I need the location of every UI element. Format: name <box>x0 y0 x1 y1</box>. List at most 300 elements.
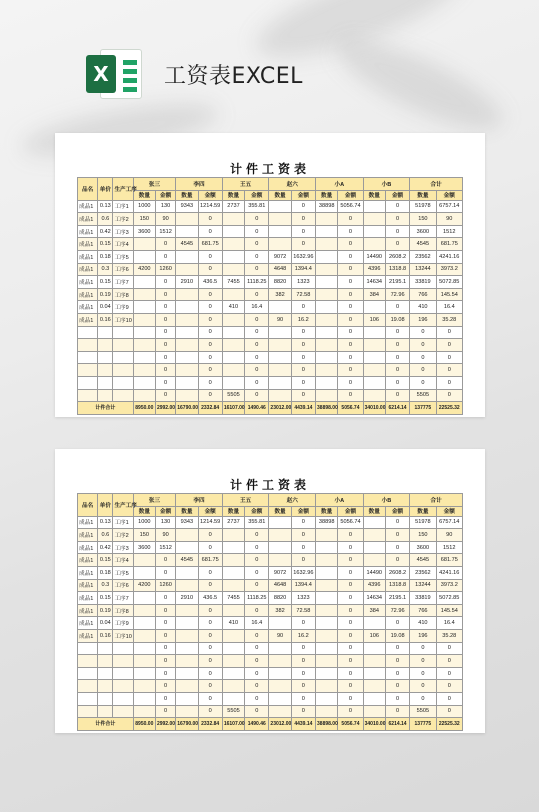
cell-value: 5056.74 <box>338 516 363 529</box>
cell-product <box>78 680 98 693</box>
cell-value: 0 <box>338 376 363 389</box>
cell-value <box>316 680 338 693</box>
cell-value: 0 <box>291 680 315 693</box>
cell-value: 0 <box>338 617 363 630</box>
cell-value: 1323 <box>291 276 315 289</box>
cell-value <box>269 617 291 630</box>
cell-value: 0 <box>198 301 222 314</box>
cell-value <box>133 376 155 389</box>
cell-value: 0 <box>338 655 363 668</box>
cell-value <box>316 692 338 705</box>
cell-value: 0 <box>155 313 175 326</box>
cell-value: 0 <box>385 376 409 389</box>
cell-value <box>269 200 291 213</box>
cell-value: 0 <box>245 541 269 554</box>
table-row <box>78 376 463 389</box>
cell-value: 14490 <box>363 250 385 263</box>
cell-value: 2195.1 <box>385 592 409 605</box>
cell-value <box>176 655 198 668</box>
cell-product <box>78 376 98 389</box>
header-quantity: 数量 <box>222 506 244 516</box>
cell-value: 16.2 <box>291 629 315 642</box>
cell-value <box>222 238 244 251</box>
cell-value <box>316 288 338 301</box>
cell-value <box>176 705 198 718</box>
cell-value: 0 <box>155 642 175 655</box>
cell-product: 成品1 <box>78 629 98 642</box>
header-product: 品名 <box>78 494 98 517</box>
header-amount: 金额 <box>385 506 409 516</box>
table-row <box>78 579 463 592</box>
cell-product <box>78 326 98 339</box>
cell-value: 0 <box>155 238 175 251</box>
table-row <box>78 655 463 668</box>
header-amount: 金额 <box>291 506 315 516</box>
table-row <box>78 238 463 251</box>
cell-price <box>98 692 113 705</box>
cell-value: 0 <box>338 326 363 339</box>
cell-value: 681.75 <box>198 238 222 251</box>
cell-value <box>316 313 338 326</box>
cell-value: 9343 <box>176 200 198 213</box>
cell-value: 16.4 <box>245 301 269 314</box>
cell-value: 0 <box>245 250 269 263</box>
cell-value <box>133 566 155 579</box>
header-quantity: 数量 <box>269 190 291 200</box>
cell-value: 0 <box>385 364 409 377</box>
background-shadow <box>328 24 512 145</box>
cell-value: 4396 <box>363 263 385 276</box>
cell-product: 成品1 <box>78 566 98 579</box>
total-label: 计件合计 <box>78 718 134 731</box>
cell-value: 9072 <box>269 566 291 579</box>
header-quantity: 数量 <box>363 190 385 200</box>
cell-value: 51978 <box>410 200 436 213</box>
cell-value <box>316 705 338 718</box>
cell-value: 16.2 <box>291 313 315 326</box>
total-value: 5056.74 <box>338 402 363 415</box>
cell-value: 355.81 <box>245 516 269 529</box>
page-header <box>80 44 303 104</box>
cell-value <box>176 213 198 226</box>
cell-value: 0 <box>198 617 222 630</box>
cell-value: 0 <box>338 541 363 554</box>
cell-value: 0 <box>291 516 315 529</box>
cell-value: 0 <box>291 200 315 213</box>
cell-value <box>176 389 198 402</box>
cell-value: 410 <box>410 617 436 630</box>
cell-value: 0 <box>436 389 462 402</box>
cell-value: 4545 <box>176 554 198 567</box>
header-worker: 王五 <box>222 494 269 507</box>
header-quantity: 数量 <box>269 506 291 516</box>
cell-value <box>222 655 244 668</box>
cell-value <box>316 276 338 289</box>
cell-price: 0.18 <box>98 250 113 263</box>
cell-value: 1260 <box>155 263 175 276</box>
cell-product: 成品1 <box>78 238 98 251</box>
cell-value <box>269 339 291 352</box>
cell-process: 工序3 <box>113 541 133 554</box>
cell-value: 0 <box>245 667 269 680</box>
cell-value <box>222 313 244 326</box>
cell-value: 0 <box>291 213 315 226</box>
header-amount: 金额 <box>338 190 363 200</box>
cell-process: 工序1 <box>113 200 133 213</box>
cell-value: 3600 <box>133 541 155 554</box>
cell-value: 0 <box>155 276 175 289</box>
cell-process: 工序5 <box>113 250 133 263</box>
cell-value <box>269 225 291 238</box>
total-value: 38898.00 <box>316 402 338 415</box>
cell-product: 成品1 <box>78 541 98 554</box>
cell-value: 14634 <box>363 592 385 605</box>
cell-process <box>113 705 133 718</box>
cell-value <box>269 213 291 226</box>
cell-price: 0.16 <box>98 629 113 642</box>
cell-value <box>316 213 338 226</box>
cell-value <box>133 313 155 326</box>
cell-value: 0 <box>198 351 222 364</box>
cell-price <box>98 655 113 668</box>
cell-product <box>78 705 98 718</box>
total-value: 6214.14 <box>385 402 409 415</box>
cell-value <box>269 516 291 529</box>
cell-value: 410 <box>222 617 244 630</box>
header-process: 生产工序 <box>113 494 133 517</box>
cell-value: 0 <box>291 351 315 364</box>
total-value: 22525.32 <box>436 718 462 731</box>
cell-value: 0 <box>385 213 409 226</box>
cell-value: 0 <box>155 667 175 680</box>
cell-value: 1318.8 <box>385 579 409 592</box>
cell-value: 2910 <box>176 276 198 289</box>
cell-value: 681.75 <box>436 554 462 567</box>
total-value: 22525.32 <box>436 402 462 415</box>
cell-value: 410 <box>222 301 244 314</box>
cell-value <box>176 250 198 263</box>
cell-value: 0 <box>198 364 222 377</box>
cell-price: 0.04 <box>98 617 113 630</box>
table-row <box>78 351 463 364</box>
cell-process <box>113 364 133 377</box>
cell-value: 0 <box>338 364 363 377</box>
cell-value: 38898 <box>316 516 338 529</box>
cell-value <box>363 225 385 238</box>
cell-value <box>133 339 155 352</box>
cell-value: 384 <box>363 604 385 617</box>
cell-value: 0 <box>245 213 269 226</box>
cell-value: 38898 <box>316 200 338 213</box>
cell-value <box>176 364 198 377</box>
cell-value: 0 <box>198 225 222 238</box>
cell-value <box>176 529 198 542</box>
cell-value: 0 <box>436 351 462 364</box>
cell-process: 工序6 <box>113 579 133 592</box>
cell-value <box>222 213 244 226</box>
cell-value: 0 <box>385 326 409 339</box>
header-unit-price: 单价 <box>98 494 113 517</box>
cell-value: 106 <box>363 629 385 642</box>
table-row <box>78 288 463 301</box>
cell-value <box>133 554 155 567</box>
total-value: 34010.00 <box>363 402 385 415</box>
cell-value <box>133 604 155 617</box>
cell-process: 工序2 <box>113 529 133 542</box>
cell-product: 成品1 <box>78 213 98 226</box>
cell-value: 436.5 <box>198 276 222 289</box>
cell-process <box>113 389 133 402</box>
cell-value <box>316 339 338 352</box>
cell-value <box>363 364 385 377</box>
cell-value: 0 <box>410 376 436 389</box>
table-row <box>78 566 463 579</box>
cell-value: 0 <box>338 529 363 542</box>
cell-value <box>269 301 291 314</box>
total-value: 8950.00 <box>133 718 155 731</box>
cell-value: 1632.96 <box>291 566 315 579</box>
table-row <box>78 667 463 680</box>
cell-value <box>222 579 244 592</box>
cell-value: 1512 <box>436 225 462 238</box>
cell-value <box>222 529 244 542</box>
cell-value <box>222 351 244 364</box>
cell-value <box>222 364 244 377</box>
cell-value: 9072 <box>269 250 291 263</box>
cell-value: 0 <box>385 680 409 693</box>
cell-value: 0 <box>198 680 222 693</box>
cell-value <box>133 629 155 642</box>
header-quantity: 数量 <box>316 506 338 516</box>
header-quantity: 数量 <box>176 190 198 200</box>
cell-value: 0 <box>155 301 175 314</box>
cell-value: 9343 <box>176 516 198 529</box>
cell-value <box>316 566 338 579</box>
table-row <box>78 541 463 554</box>
cell-value: 1394.4 <box>291 263 315 276</box>
cell-price: 0.04 <box>98 301 113 314</box>
header-amount: 金额 <box>198 506 222 516</box>
table-row <box>78 516 463 529</box>
cell-value: 0 <box>291 339 315 352</box>
cell-value: 0 <box>338 629 363 642</box>
header-quantity: 数量 <box>133 190 155 200</box>
cell-value: 4648 <box>269 263 291 276</box>
table-row <box>78 617 463 630</box>
cell-value: 5505 <box>410 705 436 718</box>
cell-value: 0 <box>245 629 269 642</box>
cell-value: 0 <box>245 389 269 402</box>
table-row <box>78 604 463 617</box>
cell-value: 0 <box>410 326 436 339</box>
cell-price: 0.13 <box>98 516 113 529</box>
header-worker: 合计 <box>410 494 463 507</box>
cell-value <box>222 692 244 705</box>
cell-value <box>363 200 385 213</box>
cell-value: 1632.96 <box>291 250 315 263</box>
cell-value <box>133 592 155 605</box>
cell-value: 382 <box>269 604 291 617</box>
cell-value: 23562 <box>410 566 436 579</box>
cell-value: 35.28 <box>436 313 462 326</box>
total-value: 16107.00 <box>222 718 244 731</box>
total-value: 2332.84 <box>198 402 222 415</box>
cell-value: 19.08 <box>385 313 409 326</box>
cell-value: 0 <box>155 680 175 693</box>
cell-process <box>113 376 133 389</box>
cell-value: 1323 <box>291 592 315 605</box>
cell-value: 0 <box>198 604 222 617</box>
cell-value: 0 <box>436 680 462 693</box>
cell-value <box>176 326 198 339</box>
cell-product: 成品1 <box>78 288 98 301</box>
cell-product <box>78 351 98 364</box>
cell-value <box>222 326 244 339</box>
cell-value: 0 <box>410 655 436 668</box>
header-amount: 金额 <box>338 506 363 516</box>
cell-value: 0 <box>198 629 222 642</box>
cell-product: 成品1 <box>78 250 98 263</box>
cell-value <box>269 692 291 705</box>
cell-value <box>363 667 385 680</box>
cell-value <box>316 655 338 668</box>
cell-value: 0 <box>245 705 269 718</box>
cell-value: 0 <box>198 642 222 655</box>
header-amount: 金额 <box>245 506 269 516</box>
cell-value <box>269 529 291 542</box>
cell-product: 成品1 <box>78 554 98 567</box>
cell-value: 0 <box>291 389 315 402</box>
cell-value <box>363 655 385 668</box>
cell-value: 0 <box>245 642 269 655</box>
cell-price: 0.15 <box>98 238 113 251</box>
cell-value: 0 <box>155 554 175 567</box>
cell-value: 0 <box>245 339 269 352</box>
cell-product: 成品1 <box>78 592 98 605</box>
cell-value: 0 <box>338 692 363 705</box>
cell-value: 0 <box>385 238 409 251</box>
cell-value: 0 <box>245 288 269 301</box>
cell-value <box>316 263 338 276</box>
cell-process <box>113 351 133 364</box>
total-label: 计件合计 <box>78 402 134 415</box>
cell-value: 0 <box>291 238 315 251</box>
cell-value: 0 <box>410 680 436 693</box>
cell-value: 6757.14 <box>436 516 462 529</box>
cell-product <box>78 364 98 377</box>
cell-price <box>98 351 113 364</box>
cell-value <box>176 680 198 693</box>
cell-value: 0 <box>245 364 269 377</box>
total-value: 2992.00 <box>155 402 175 415</box>
table-row <box>78 326 463 339</box>
cell-value: 0 <box>198 263 222 276</box>
cell-value: 0 <box>245 604 269 617</box>
header-quantity: 数量 <box>410 190 436 200</box>
cell-product: 成品1 <box>78 301 98 314</box>
cell-process: 工序1 <box>113 516 133 529</box>
header-worker: 小A <box>316 494 364 507</box>
cell-value <box>176 339 198 352</box>
cell-value <box>176 541 198 554</box>
cell-value <box>176 617 198 630</box>
cell-value <box>133 238 155 251</box>
cell-value <box>316 667 338 680</box>
cell-product <box>78 389 98 402</box>
cell-value: 3600 <box>410 541 436 554</box>
excel-badge: X <box>86 55 116 93</box>
cell-value: 0 <box>338 389 363 402</box>
header-quantity: 数量 <box>410 506 436 516</box>
cell-value: 0 <box>385 554 409 567</box>
table-row <box>78 313 463 326</box>
cell-value: 0 <box>291 692 315 705</box>
cell-value: 0 <box>245 566 269 579</box>
cell-product <box>78 655 98 668</box>
cell-value <box>316 541 338 554</box>
cell-value: 0 <box>245 313 269 326</box>
cell-value <box>222 250 244 263</box>
cell-value <box>363 516 385 529</box>
cell-value: 0 <box>198 529 222 542</box>
cell-value <box>316 604 338 617</box>
total-row <box>78 718 463 731</box>
cell-value: 4545 <box>410 554 436 567</box>
cell-process <box>113 642 133 655</box>
cell-value: 0 <box>385 339 409 352</box>
cell-value: 0 <box>291 642 315 655</box>
cell-price <box>98 376 113 389</box>
header-worker: 张三 <box>133 178 176 191</box>
cell-value <box>269 667 291 680</box>
cell-value <box>222 263 244 276</box>
cell-value <box>133 617 155 630</box>
cell-price <box>98 389 113 402</box>
cell-value: 1214.59 <box>198 200 222 213</box>
cell-value: 16.4 <box>436 617 462 630</box>
total-value: 23012.00 <box>269 718 291 731</box>
cell-value: 2608.2 <box>385 250 409 263</box>
cell-value <box>363 238 385 251</box>
cell-value: 7455 <box>222 276 244 289</box>
cell-value <box>316 301 338 314</box>
table-row <box>78 276 463 289</box>
sheet-title: 计件工资表 <box>229 162 310 176</box>
cell-value: 0 <box>410 351 436 364</box>
cell-value: 0 <box>291 301 315 314</box>
cell-value <box>133 642 155 655</box>
header-worker: 合计 <box>410 178 463 191</box>
cell-value: 0 <box>245 655 269 668</box>
cell-value: 0 <box>245 351 269 364</box>
total-value: 8950.00 <box>133 402 155 415</box>
cell-price: 0.16 <box>98 313 113 326</box>
cell-value <box>316 617 338 630</box>
cell-price <box>98 705 113 718</box>
cell-value: 1118.25 <box>245 592 269 605</box>
cell-price: 0.42 <box>98 225 113 238</box>
cell-value: 0 <box>291 554 315 567</box>
cell-value: 6757.14 <box>436 200 462 213</box>
cell-value: 8820 <box>269 592 291 605</box>
header-worker: 小A <box>316 178 364 191</box>
cell-process: 工序7 <box>113 592 133 605</box>
cell-value <box>133 288 155 301</box>
cell-value: 0 <box>245 326 269 339</box>
cell-value: 0 <box>198 541 222 554</box>
cell-value: 0 <box>385 642 409 655</box>
cell-value: 130 <box>155 200 175 213</box>
